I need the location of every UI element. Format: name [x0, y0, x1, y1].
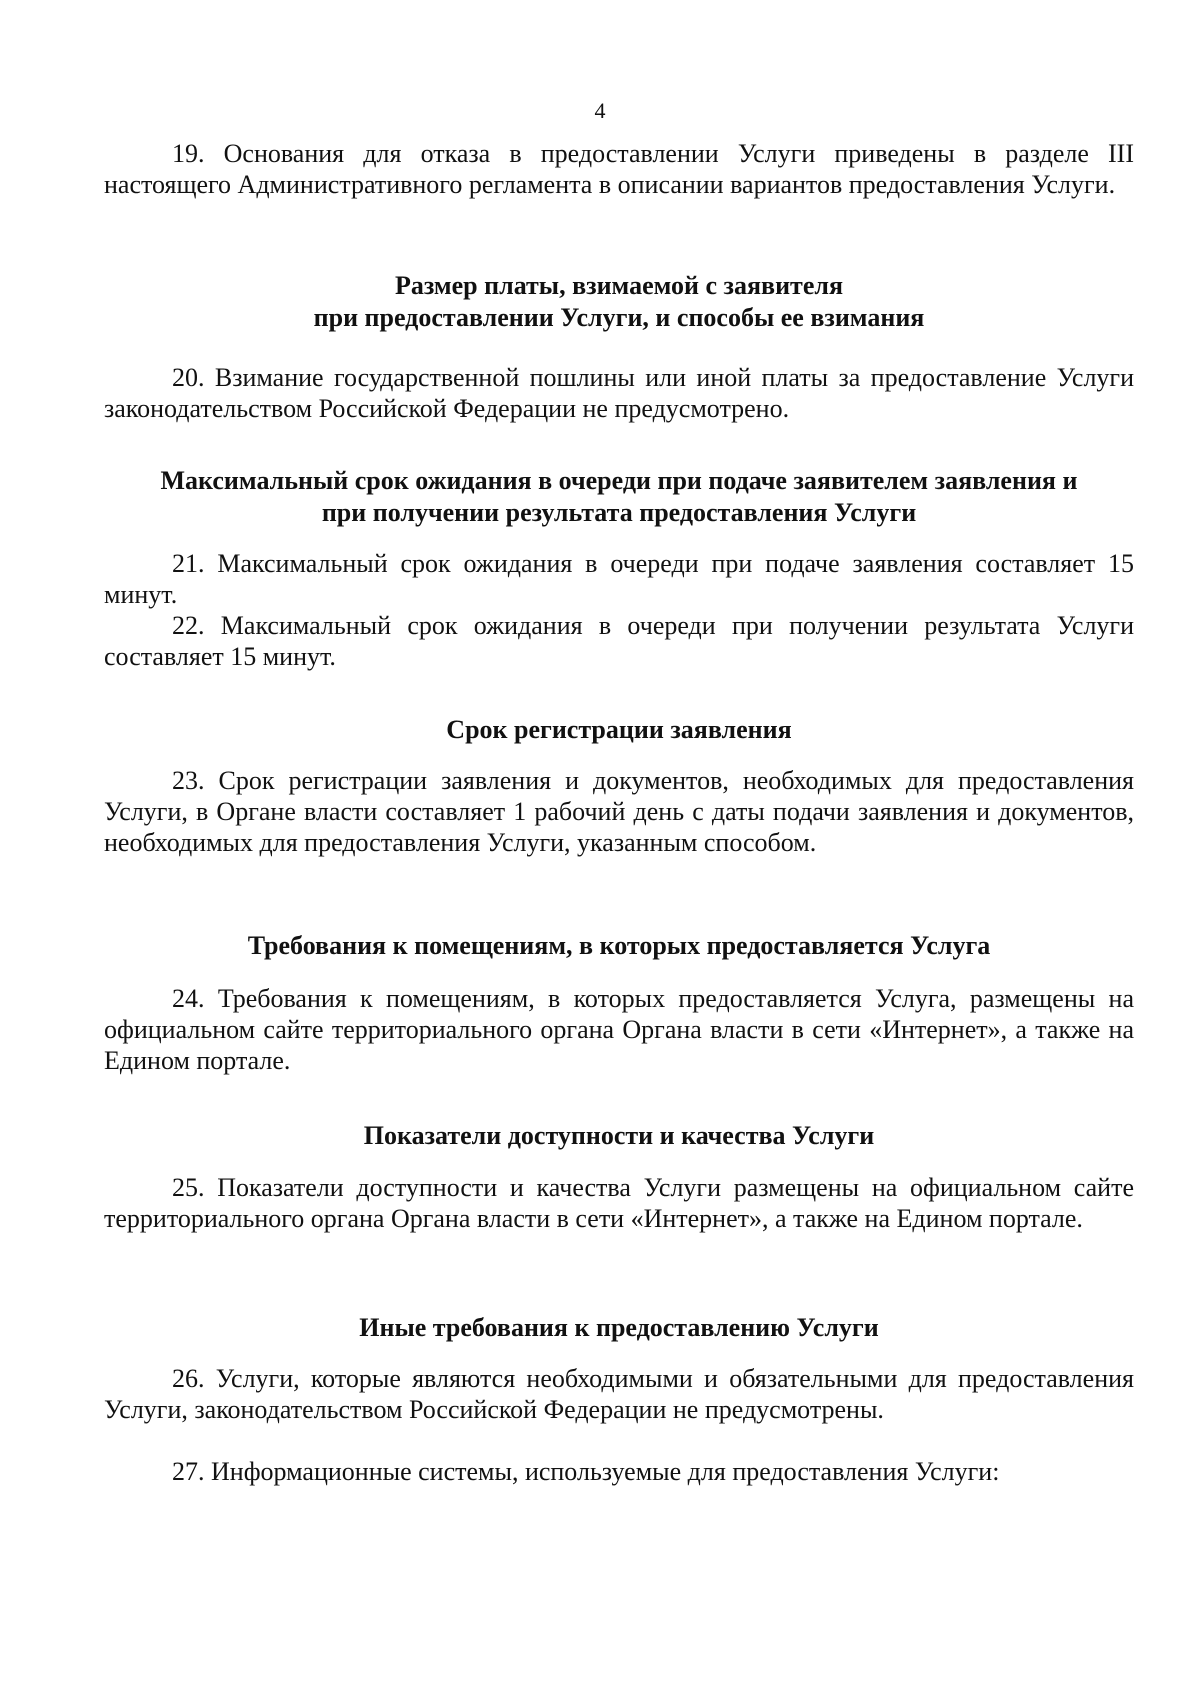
paragraph-25: 25. Показатели доступности и качества Услуги размещены на официальном сайте территориального органа Органа власти в сети «Интернет», а также на Едином портале.: [104, 1173, 1134, 1233]
paragraph-19: 19. Основания для отказа в предоставлении Услуги приведены в разделе III настоящего Административного регламента в описании вариантов предоставления Услуги.: [104, 139, 1134, 199]
paragraph-24: 24. Требования к помещениям, в которых предоставляется Услуга, размещены на официальном сайте территориального органа Органа власти в сети «Интернет», а также на Едином портале.: [104, 984, 1134, 1075]
heading-queue: [104, 465, 1134, 529]
paragraph-22: 22. Максимальный срок ожидания в очереди при получении результата Услуги составляет 15 минут.: [104, 611, 1134, 671]
paragraph-26: 26. Услуги, которые являются необходимыми и обязательными для предоставления Услуги, законодательством Российской Федерации не предусмотрены.: [104, 1364, 1134, 1424]
heading-premises-line: Требования к помещениям, в которых предоставляется Услуга: [247, 931, 991, 960]
heading-registration-line: Срок регистрации заявления: [446, 715, 792, 744]
paragraph-21: 21. Максимальный срок ожидания в очереди при подаче заявления составляет 15 минут.: [104, 549, 1134, 609]
heading-fee-line-1: Размер платы, взимаемой с заявителя: [394, 271, 844, 300]
heading-registration: [104, 714, 1134, 746]
heading-other: [104, 1312, 1134, 1344]
page-number: 4: [594, 98, 606, 123]
heading-fee: [104, 270, 1134, 334]
heading-premises: [104, 930, 1134, 962]
paragraph-23: 23. Срок регистрации заявления и документов, необходимых для предоставления Услуги, в Органе власти составляет 1 рабочий день с даты подачи заявления и документов, необходимых для предоставления Услуги, указанным способом.: [104, 766, 1134, 857]
heading-indicators: [104, 1120, 1134, 1152]
heading-queue-line-2: при получении результата предоставления Услуги: [321, 498, 917, 527]
paragraph-20: 20. Взимание государственной пошлины или иной платы за предоставление Услуги законодательством Российской Федерации не предусмотрено.: [104, 363, 1134, 423]
heading-queue-line-1: Максимальный срок ожидания в очереди при подаче заявителем заявления и: [160, 466, 1078, 495]
heading-fee-line-2: при предоставлении Услуги, и способы ее взимания: [313, 303, 925, 332]
paragraph-27: 27. Информационные системы, используемые для предоставления Услуги:: [172, 1457, 1000, 1486]
heading-other-line: Иные требования к предоставлению Услуги: [359, 1313, 879, 1342]
heading-indicators-line: Показатели доступности и качества Услуги: [363, 1121, 875, 1150]
